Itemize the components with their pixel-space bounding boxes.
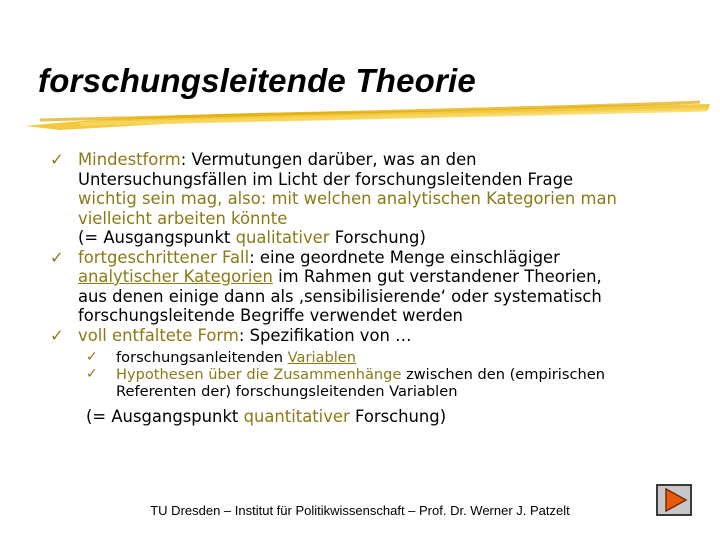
check-icon: ✓ xyxy=(50,247,64,267)
footer: TU Dresden – Institut für Politikwissenschaft – Prof. Dr. Werner J. Patzelt xyxy=(150,503,570,518)
term: fortgeschrittener Fall xyxy=(78,247,250,267)
check-icon: ✓ xyxy=(50,150,64,169)
term: voll entfaltete Form xyxy=(78,325,239,345)
play-arrow-icon xyxy=(658,486,690,514)
bullet-fortgeschritten: ✓ fortgeschrittener Fall: eine geordnete Menge einschlägiger analytischer Kategorien im Rahmen gut verstandener Theorien, aus denen einige dann als ‚sensibilisierende‘ oder systematisch forschungsleitende Begriffe verwendet werden xyxy=(50,247,602,325)
brush-underline xyxy=(20,96,720,136)
bullet-voll-entfaltet: ✓ voll entfaltete Form: Spezifikation von … xyxy=(50,325,412,345)
term: Mindestform xyxy=(78,150,181,169)
next-slide-button[interactable] xyxy=(656,484,692,516)
note-quantitativ: (= Ausgangspunkt quantitativer Forschung) xyxy=(86,407,447,426)
bullet-list xyxy=(50,150,690,428)
bullet-mindestform: ✓ Mindestform: Vermutungen darüber, was an den Untersuchungsfällen im Licht der forschungsleitenden Frage wichtig sein mag, also: mit welchen analytischen Kategorien man vielleicht arbeiten könnte (= Ausgangspunkt qualitativer Forschung) xyxy=(50,150,617,247)
sub-bullet-hypothesen: ✓ Hypothesen über die Zusammenhänge zwischen den (empirischen Referenten der) forschungsleitenden Variablen xyxy=(86,366,605,400)
check-icon: ✓ xyxy=(50,325,64,345)
check-icon: ✓ xyxy=(86,349,98,365)
check-icon: ✓ xyxy=(86,366,98,382)
sub-bullet-variablen: ✓ forschungsanleitenden Variablen xyxy=(86,349,357,366)
slide-title: forschungsleitende Theorie xyxy=(38,62,476,99)
